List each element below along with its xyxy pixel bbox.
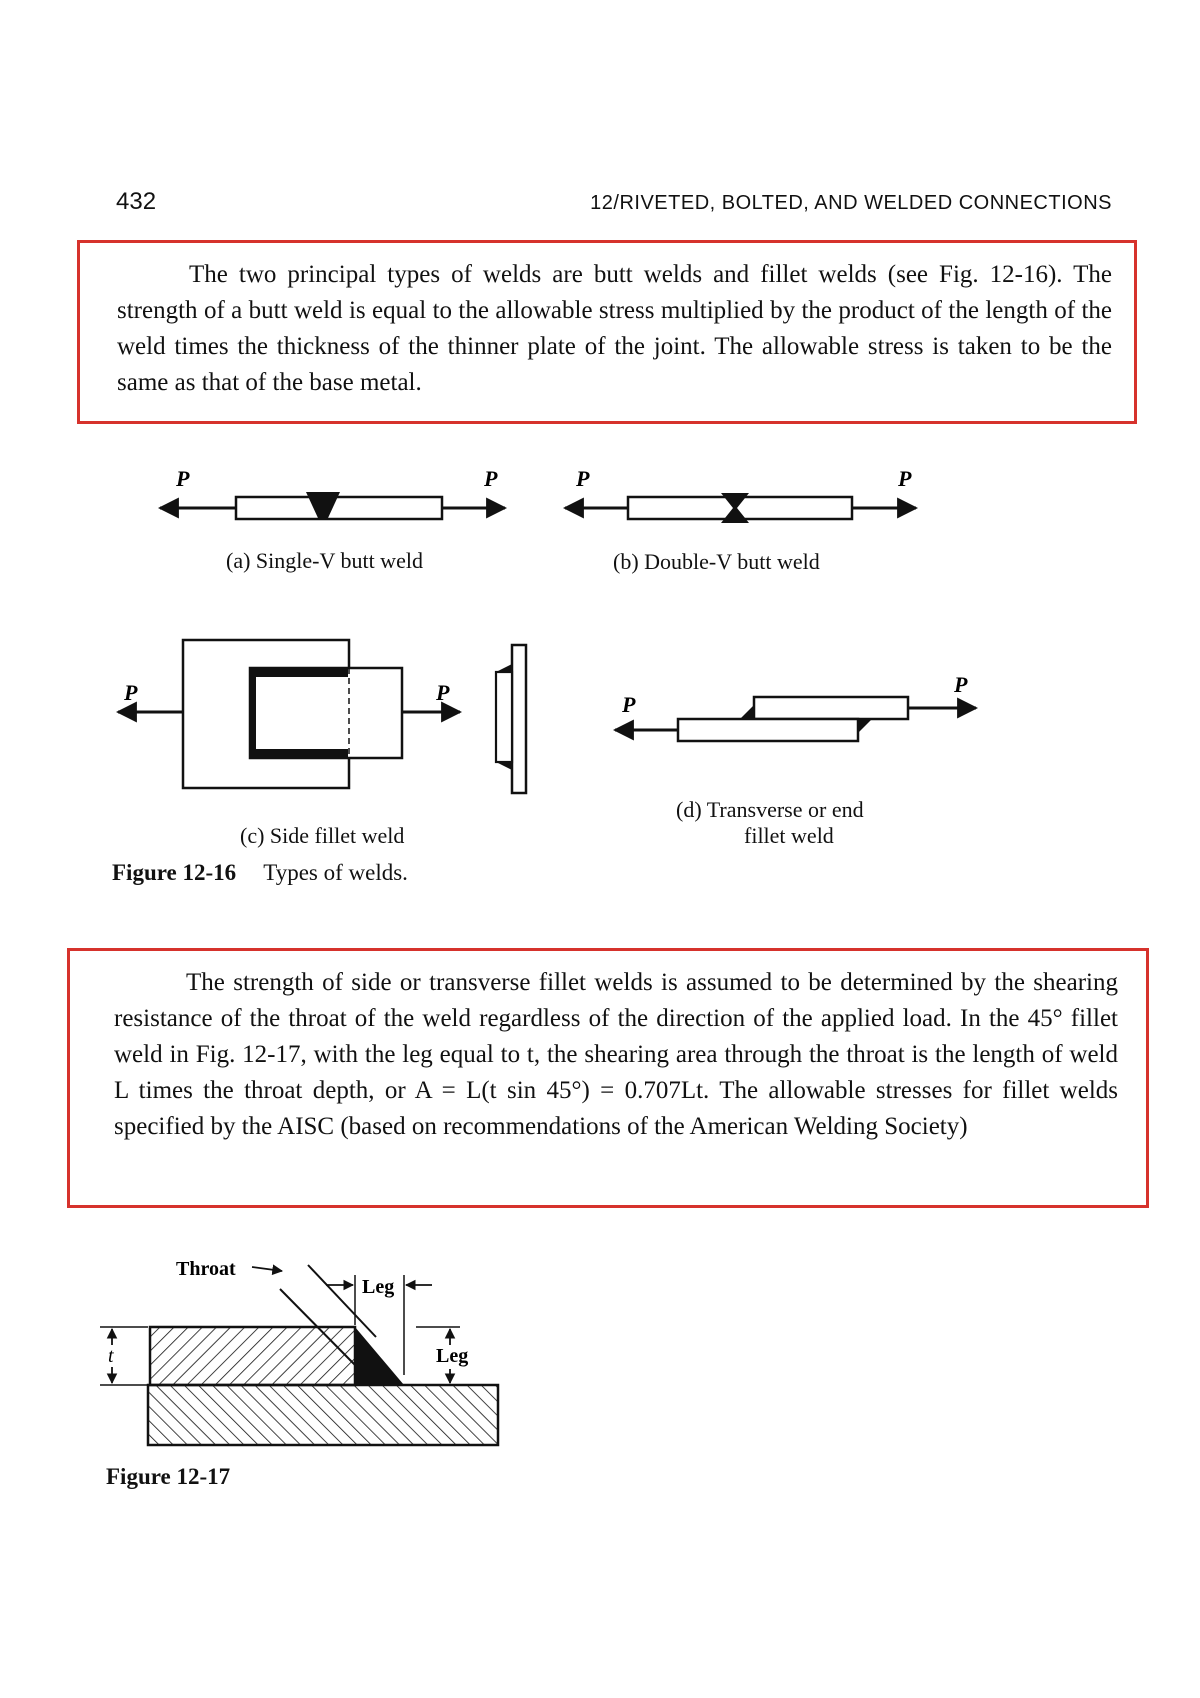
figure-12-16-title: Types of welds. [263,860,408,885]
load-label-b-right: P [898,466,912,491]
transverse-fillet-weld-diagram [615,672,976,741]
double-v-butt-weld-diagram [565,466,916,523]
page-number: 432 [116,188,157,215]
figure-12-17-number: Figure 12-17 [106,1464,231,1489]
side-fillet-weld-diagram [118,640,526,793]
load-label-c-right: P [436,680,450,705]
load-label-d-right: P [954,672,968,697]
running-head: 12/RIVETED, BOLTED, AND WELDED CONNECTIONS [590,192,1112,214]
caption-b: (b) Double-V butt weld [613,549,820,574]
load-label-a-right: P [484,466,498,491]
caption-c: (c) Side fillet weld [240,823,405,848]
load-label-a-left: P [176,466,190,491]
figure-12-16-number: Figure 12-16 [112,860,237,885]
highlight-box-2 [67,948,1149,1208]
t-label: t [108,1345,114,1367]
leg-label-side: Leg [436,1345,469,1367]
figure-12-17-diagram [100,1245,640,1485]
caption-d-line1: (d) Transverse or end [676,797,864,822]
paragraph-1: The two principal types of welds are butt welds and fillet welds (see Fig. 12-16). The strength of a butt weld is equal to the allowable stress multiplied by the product of the length of the weld times the thickness of the thinner plate of the joint. The allowable stress is taken to be the same as that of the base metal. [117,261,1112,396]
single-v-butt-weld-diagram [160,466,505,519]
caption-d-line2: fillet weld [744,823,834,848]
caption-a: (a) Single-V butt weld [226,548,423,573]
load-label-d-left: P [622,692,636,717]
load-label-c-left: P [124,680,138,705]
throat-label: Throat [176,1258,236,1280]
figure-12-16-label [112,860,408,886]
leg-label-top: Leg [362,1276,395,1298]
load-label-b-left: P [576,466,590,491]
paragraph-2: The strength of side or transverse fillet welds is assumed to be determined by the shearing resistance of the throat of the weld regardless of the direction of the applied load. In the 45° fillet weld in Fig. 12-17, with the leg equal to t, the shearing area through the throat is the length of weld L times the throat depth, or A = L(t sin 45°) = 0.707Lt. The allowable stresses for fillet welds specified by the AISC (based on recommendations of the American Welding Society) [114,969,1118,1140]
